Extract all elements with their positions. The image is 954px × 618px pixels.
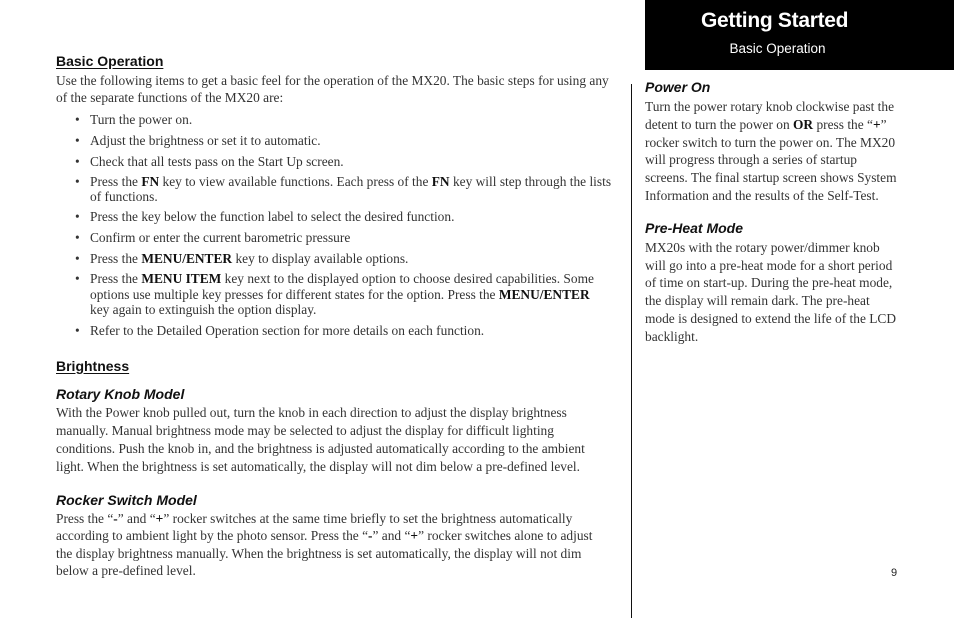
- menu-enter-key-label: MENU/ENTER: [498, 286, 590, 302]
- pre-heat-heading: Pre-Heat Mode: [645, 219, 744, 236]
- rocker-switch-text: Press the “-” and “+” rocker switches at the same time briefly to set the brightness automatically according to ambient light by the photo sensor. Press the “-” and “+” rocker switches alone to adjust the display brightness manually. When the brightness is set automatically, the display will not dim below a pre-defined level.: [56, 510, 593, 579]
- list-item: • Press the MENU/ENTER key to display available options.: [75, 251, 409, 266]
- list-item: • Turn the power on.: [75, 112, 193, 127]
- chapter-subtitle: Basic Operation: [729, 41, 826, 56]
- list-item: • Refer to the Detailed Operation section for more details on each function.: [75, 322, 485, 338]
- list-item: • Check that all tests pass on the Start Up screen.: [75, 154, 344, 169]
- list-item: • Press the MENU ITEM key next to the displayed option to choose desired capabilities. Some options use multiple key presses for different states for the option. Press the MENU/ENTER key again to extinguish the option display.: [75, 271, 594, 317]
- chapter-header: [645, 0, 954, 70]
- menu-enter-key-label: MENU/ENTER: [141, 251, 233, 266]
- right-column: [645, 78, 897, 346]
- power-on-text: Turn the power rotary knob clockwise past the detent to turn the power on OR press the “+” rocker switch to turn the power on. The MX20 will progress through a series of startup screens. The final startup screen shows System Information and the results of the Self-Test.: [645, 99, 897, 203]
- menu-item-key-label: MENU ITEM: [141, 271, 222, 286]
- chapter-title: Getting Started: [701, 9, 849, 32]
- power-on-heading: Power On: [645, 79, 711, 95]
- basic-operation-heading: Basic Operation: [56, 53, 164, 69]
- basic-operation-intro: Use the following items to get a basic feel for the operation of the MX20. The basic steps for using any of the separate functions of the MX20 are:: [56, 73, 609, 105]
- rotary-knob-heading: Rotary Knob Model: [56, 385, 185, 402]
- list-item: • Press the key below the function label to select the desired function.: [75, 209, 455, 224]
- fn-key-label: FN: [431, 174, 450, 189]
- brightness-heading: Brightness: [56, 357, 130, 374]
- rotary-knob-text: With the Power knob pulled out, turn the knob in each direction to adjust the display brightness manually. Manual brightness mode may be selected to adjust the display for difficult lighting conditions. Push the knob in, and the brightness is adjusted automatically according to the ambient light. When the brightness is set automatically, the display will not dim below a pre-defined level.: [56, 404, 585, 475]
- fn-key-label: FN: [141, 174, 160, 189]
- left-column: [56, 52, 612, 580]
- list-item: • Confirm or enter the current barometric pressure: [75, 230, 351, 245]
- page-number: 9: [891, 567, 898, 579]
- list-item: • Press the FN key to view available functions. Each press of the FN key will step through the lists of functions.: [75, 174, 612, 204]
- pre-heat-text: MX20s with the rotary power/dimmer knob will go into a pre-heat mode for a short period of time on start-up. During the pre-heat mode, the display will remain dark. The pre-heat mode is designed to extend the life of the LCD backlight.: [645, 239, 897, 344]
- list-item: • Adjust the brightness or set it to automatic.: [75, 133, 321, 148]
- column-divider: [631, 84, 632, 618]
- basic-steps-list: [56, 111, 612, 339]
- rocker-switch-heading: Rocker Switch Model: [56, 491, 197, 508]
